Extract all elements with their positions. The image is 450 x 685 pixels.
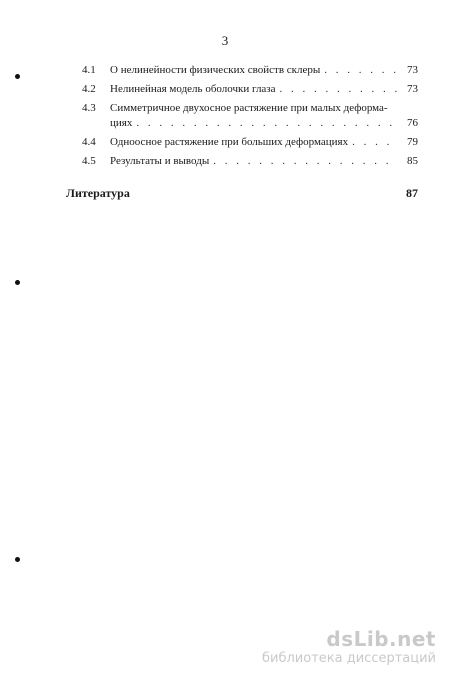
toc-entry-title: Симметричное двухосное растяжение при малых деформа-	[110, 102, 388, 114]
toc-entry-title: Нелинейная модель оболочки глаза	[110, 83, 276, 95]
toc-entry[interactable]	[62, 64, 418, 77]
toc-entry-page: 79	[407, 136, 418, 148]
watermark-brand: dsLib.net	[326, 627, 436, 651]
toc-entry-number: 4.3	[82, 102, 96, 114]
binding-hole-mark	[15, 74, 20, 79]
toc-entry-page: 76	[407, 117, 418, 129]
table-of-contents	[62, 64, 418, 201]
toc-entry-title: О нелинейности физических свойств склеры	[110, 64, 321, 76]
toc-entry-title-continued: циях	[110, 117, 133, 129]
toc-entry-page: 73	[407, 64, 418, 76]
site-watermark	[262, 629, 436, 667]
toc-leader-dots	[280, 83, 398, 96]
toc-entry-number: 4.2	[82, 83, 96, 95]
toc-entry-page: 85	[407, 155, 418, 167]
toc-leader-dots	[136, 117, 398, 130]
toc-leader-dots	[324, 64, 398, 77]
toc-chapter-entry[interactable]	[62, 186, 418, 201]
binding-hole-mark	[15, 280, 20, 285]
toc-entry-page: 73	[407, 83, 418, 95]
toc-entry[interactable]	[62, 83, 418, 96]
toc-entry-number: 4.4	[82, 136, 96, 148]
watermark-tagline: библиотека диссертаций	[262, 651, 436, 666]
toc-leader-dots	[352, 136, 398, 149]
toc-chapter-page: 87	[406, 186, 418, 200]
toc-leader-dots	[213, 155, 398, 168]
binding-hole-mark	[15, 557, 20, 562]
toc-entry-number: 4.5	[82, 155, 96, 167]
toc-entry-number: 4.1	[82, 64, 96, 76]
toc-entry[interactable]	[62, 155, 418, 168]
page-number: 3	[221, 33, 229, 48]
toc-entry[interactable]	[62, 136, 418, 149]
toc-entry[interactable]	[62, 102, 418, 130]
toc-entry-title: Одноосное растяжение при больших деформациях	[110, 136, 349, 148]
toc-chapter-title: Литература	[66, 186, 130, 200]
toc-entry-title: Результаты и выводы	[110, 155, 210, 167]
